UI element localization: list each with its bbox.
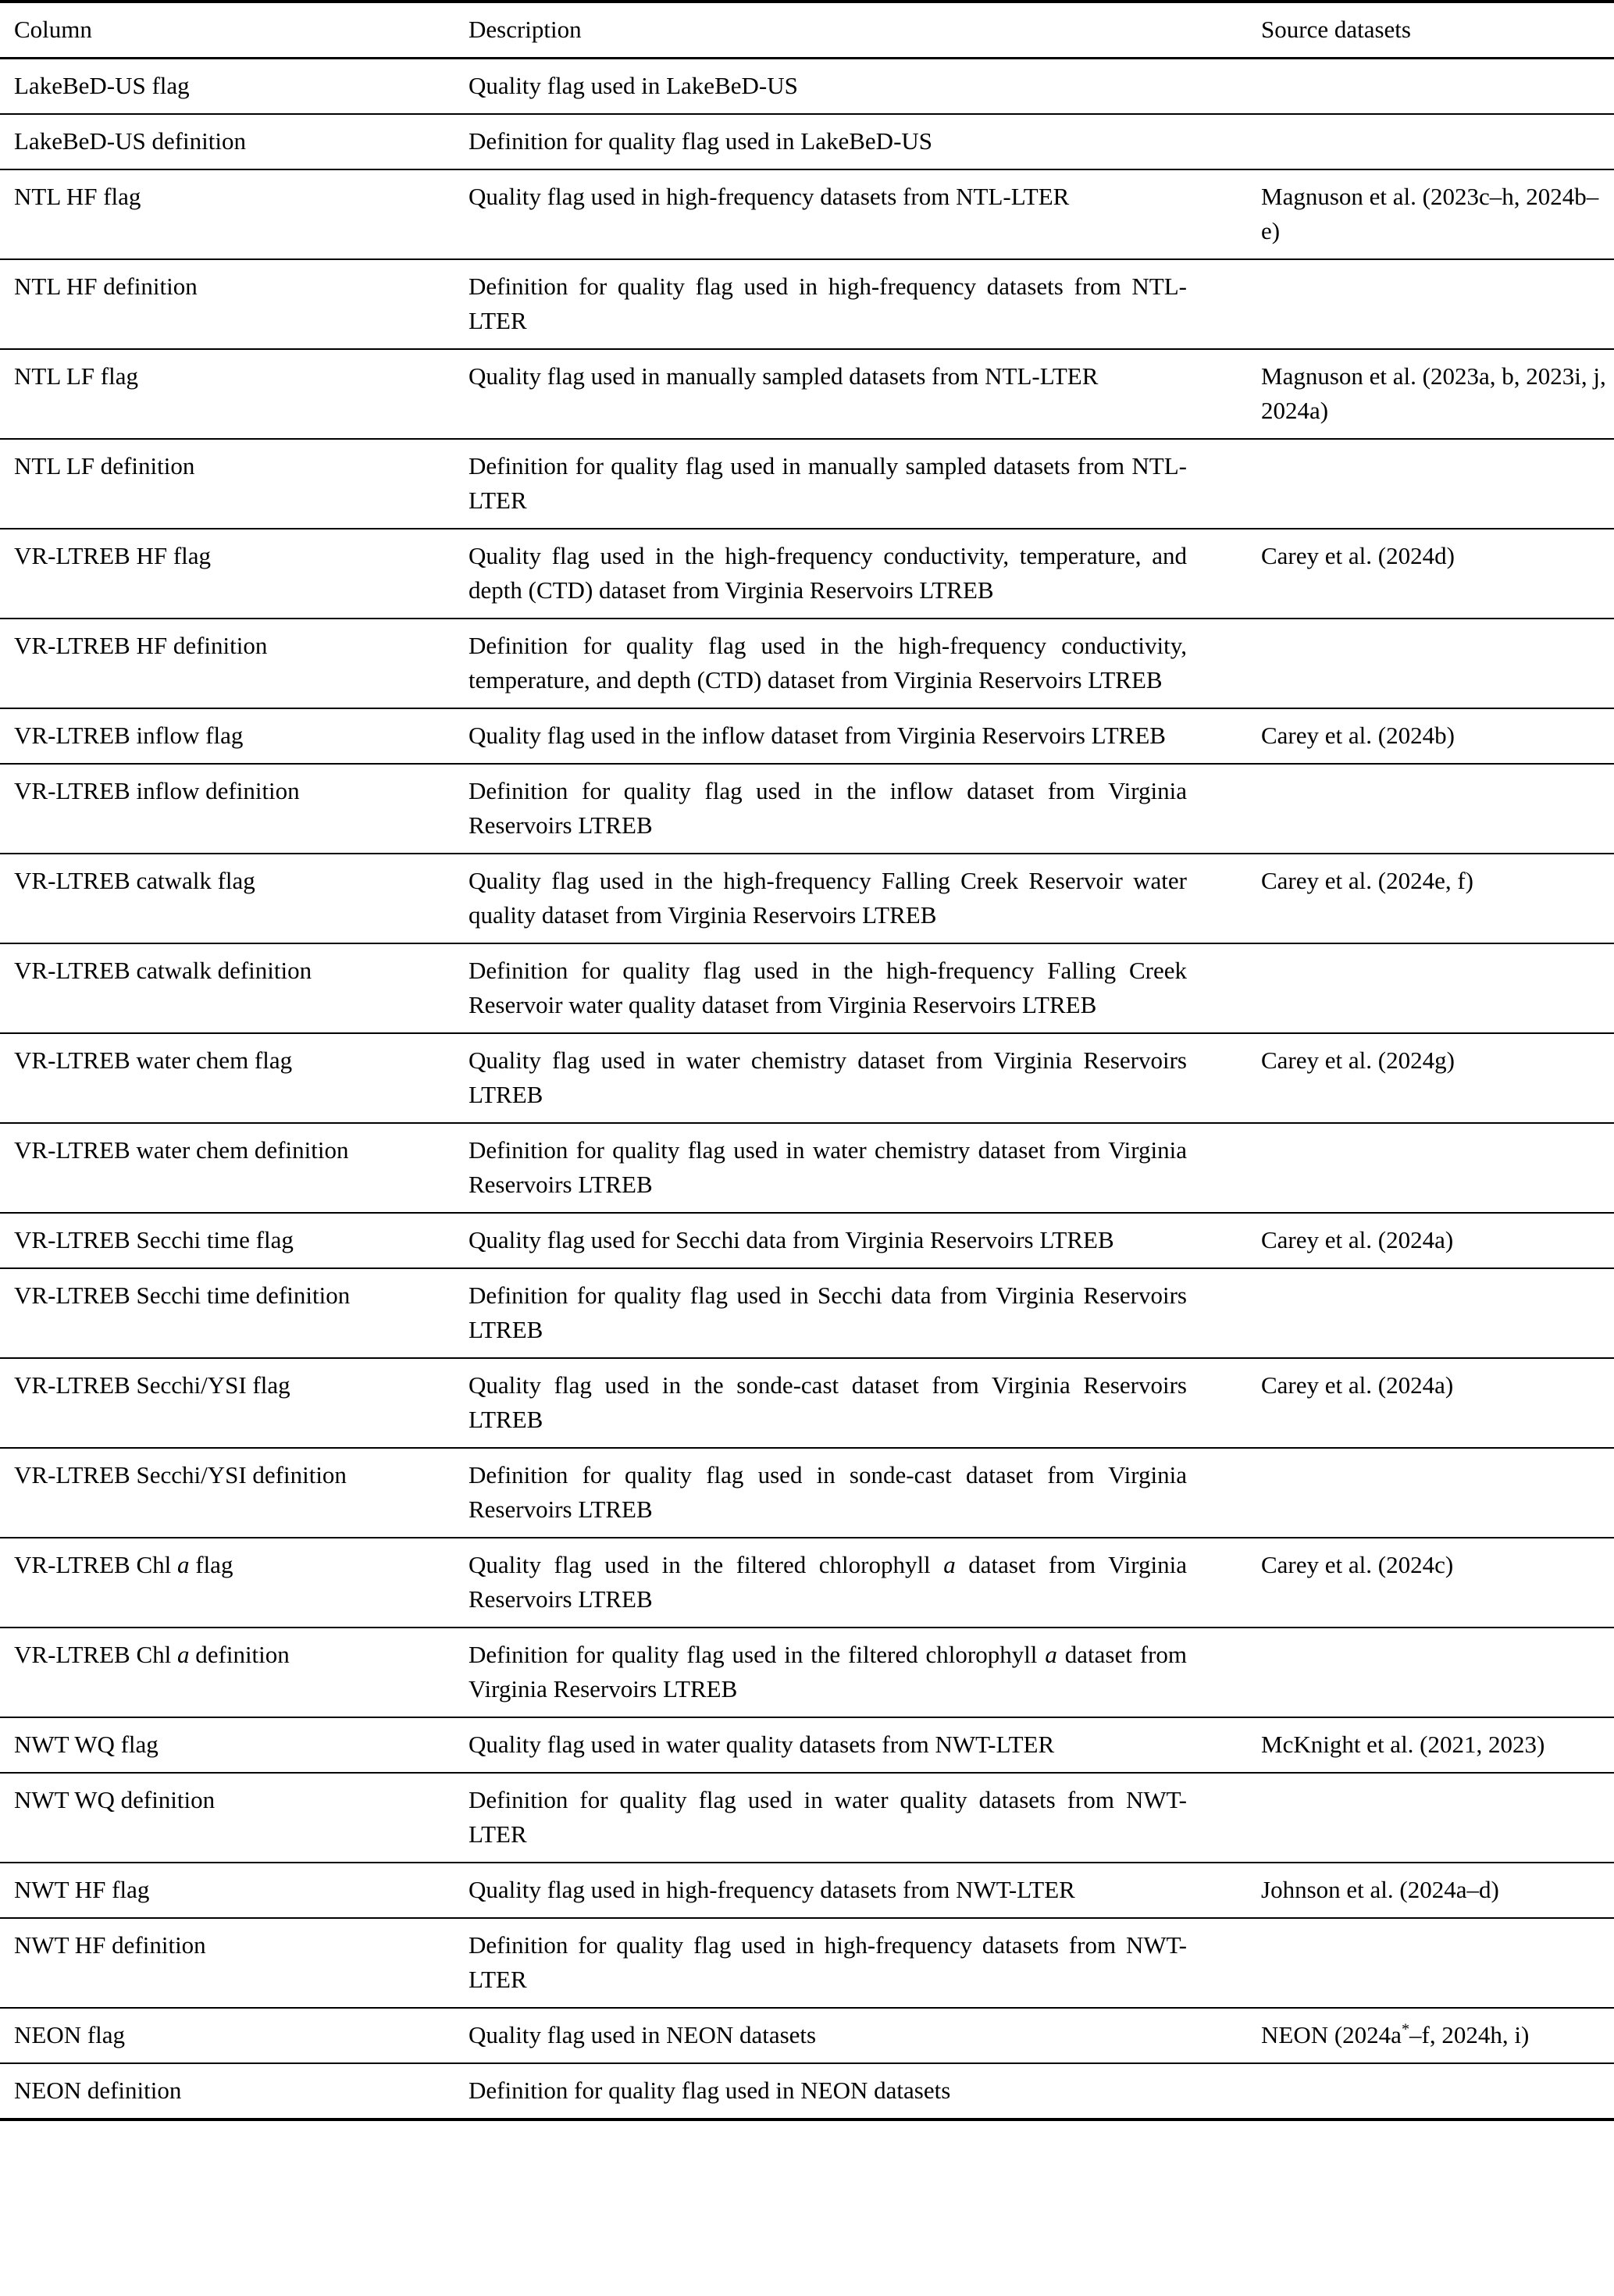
source-datasets-cell	[1261, 943, 1614, 1033]
source-datasets-cell: Carey et al. (2024c)	[1261, 1538, 1614, 1628]
source-datasets-cell: Carey et al. (2024g)	[1261, 1033, 1614, 1123]
table-row	[0, 259, 1614, 349]
table-row	[0, 708, 1614, 764]
source-datasets-cell	[1261, 1123, 1614, 1213]
description-cell: Quality flag used in the high-frequency Falling Creek Reservoir water quality dataset from Virginia Reservoirs LTREB	[469, 854, 1261, 943]
table-row	[0, 169, 1614, 259]
description-cell: Quality flag used in the high-frequency conductivity, temperature, and depth (CTD) dataset from Virginia Reservoirs LTREB	[469, 529, 1261, 619]
source-datasets-cell	[1261, 1268, 1614, 1358]
source-datasets-cell: NEON (2024a*–f, 2024h, i)	[1261, 2008, 1614, 2063]
column-name-cell: VR-LTREB Secchi/YSI definition	[0, 1448, 469, 1538]
description-cell: Quality flag used in the inflow dataset from Virginia Reservoirs LTREB	[469, 708, 1261, 764]
column-name-cell: NWT WQ flag	[0, 1717, 469, 1773]
description-cell: Quality flag used in water chemistry dataset from Virginia Reservoirs LTREB	[469, 1033, 1261, 1123]
table-row	[0, 439, 1614, 529]
column-name-cell: VR-LTREB water chem definition	[0, 1123, 469, 1213]
description-cell: Definition for quality flag used in high-frequency datasets from NWT-LTER	[469, 1918, 1261, 2008]
table-row	[0, 1033, 1614, 1123]
column-name-cell: VR-LTREB catwalk definition	[0, 943, 469, 1033]
description-cell: Definition for quality flag used in high-frequency datasets from NTL-LTER	[469, 259, 1261, 349]
column-name-cell: NWT WQ definition	[0, 1773, 469, 1863]
table-row	[0, 529, 1614, 619]
table-row	[0, 114, 1614, 169]
description-cell: Quality flag used in the sonde-cast dataset from Virginia Reservoirs LTREB	[469, 1358, 1261, 1448]
column-name-cell: NTL HF definition	[0, 259, 469, 349]
column-name-cell: NTL LF flag	[0, 349, 469, 439]
table-row	[0, 764, 1614, 854]
table-header-row	[0, 2, 1614, 59]
description-cell: Quality flag used in LakeBeD-US	[469, 59, 1261, 115]
table-row	[0, 1628, 1614, 1717]
column-name-cell: NTL HF flag	[0, 169, 469, 259]
column-name-cell: VR-LTREB Secchi time flag	[0, 1213, 469, 1268]
column-name-cell: VR-LTREB Chl a flag	[0, 1538, 469, 1628]
source-datasets-cell	[1261, 1773, 1614, 1863]
description-cell: Quality flag used in high-frequency datasets from NTL-LTER	[469, 169, 1261, 259]
source-datasets-cell: Carey et al. (2024b)	[1261, 708, 1614, 764]
column-name-cell: NEON definition	[14, 2077, 182, 2104]
column-name-cell: VR-LTREB Secchi time definition	[0, 1268, 469, 1358]
column-name-cell: NTL LF definition	[0, 439, 469, 529]
column-name-cell: VR-LTREB Chl a definition	[0, 1628, 469, 1717]
header-cell-description: Description	[469, 2, 1261, 59]
description-cell: Definition for quality flag used in the filtered chlorophyll a dataset from Virginia Reservoirs LTREB	[469, 1628, 1261, 1717]
source-datasets-cell	[1261, 1448, 1614, 1538]
description-cell: Quality flag used in NEON datasets	[469, 2008, 1261, 2063]
table-row	[0, 1773, 1614, 1863]
column-name-cell: NWT HF flag	[0, 1863, 469, 1918]
table-row	[0, 1918, 1614, 2008]
header-cell-source-datasets: Source datasets	[1261, 2, 1614, 59]
column-name-cell: VR-LTREB HF flag	[0, 529, 469, 619]
description-cell: Quality flag used in high-frequency datasets from NWT-LTER	[469, 1863, 1261, 1918]
source-datasets-cell	[1261, 1918, 1614, 2008]
table-row	[0, 59, 1614, 115]
table-row	[0, 1448, 1614, 1538]
column-name-cell: VR-LTREB HF definition	[0, 619, 469, 708]
table-row	[0, 619, 1614, 708]
table-row	[0, 1538, 1614, 1628]
table-row	[0, 1358, 1614, 1448]
source-datasets-cell	[1261, 439, 1614, 529]
source-datasets-cell: Johnson et al. (2024a–d)	[1261, 1863, 1614, 1918]
description-cell: Quality flag used in the filtered chlorophyll a dataset from Virginia Reservoirs LTREB	[469, 1538, 1261, 1628]
column-name-cell: NEON flag	[0, 2008, 469, 2063]
description-cell: Definition for quality flag used in NEON datasets	[469, 2077, 951, 2104]
source-datasets-cell	[1261, 259, 1614, 349]
source-datasets-cell: Magnuson et al. (2023c–h, 2024b–e)	[1261, 169, 1614, 259]
column-name-cell: LakeBeD-US flag	[0, 59, 469, 115]
source-datasets-cell	[1261, 59, 1614, 115]
source-datasets-cell: Carey et al. (2024e, f)	[1261, 854, 1614, 943]
table-row	[0, 1717, 1614, 1773]
description-cell: Quality flag used for Secchi data from Virginia Reservoirs LTREB	[469, 1213, 1261, 1268]
source-datasets-cell: McKnight et al. (2021, 2023)	[1261, 1717, 1614, 1773]
table-row	[0, 349, 1614, 439]
source-datasets-cell: Carey et al. (2024d)	[1261, 529, 1614, 619]
description-cell: Definition for quality flag used in the high-frequency conductivity, temperature, and depth (CTD) dataset from Virginia Reservoirs LTREB	[469, 619, 1261, 708]
column-name-cell: NWT HF definition	[0, 1918, 469, 2008]
column-name-cell: VR-LTREB inflow definition	[0, 764, 469, 854]
source-datasets-cell	[1261, 619, 1614, 708]
table-row	[0, 943, 1614, 1033]
description-cell: Definition for quality flag used in LakeBeD-US	[469, 114, 1261, 169]
column-name-cell: VR-LTREB water chem flag	[0, 1033, 469, 1123]
source-datasets-cell	[1261, 114, 1614, 169]
source-datasets-cell	[1261, 1628, 1614, 1717]
source-datasets-cell: Carey et al. (2024a)	[1261, 1213, 1614, 1268]
column-name-cell: VR-LTREB Secchi/YSI flag	[0, 1358, 469, 1448]
description-cell: Definition for quality flag used in Secchi data from Virginia Reservoirs LTREB	[469, 1268, 1261, 1358]
source-datasets-cell: Magnuson et al. (2023a, b, 2023i, j, 2024a)	[1261, 349, 1614, 439]
table-row	[0, 854, 1614, 943]
description-cell: Definition for quality flag used in manually sampled datasets from NTL-LTER	[469, 439, 1261, 529]
header-cell-column: Column	[0, 2, 469, 59]
table-row	[0, 2063, 1614, 2120]
column-name-cell: VR-LTREB catwalk flag	[0, 854, 469, 943]
table-body	[0, 59, 1614, 2120]
description-cell: Definition for quality flag used in the inflow dataset from Virginia Reservoirs LTREB	[469, 764, 1261, 854]
description-cell: Definition for quality flag used in water chemistry dataset from Virginia Reservoirs LTREB	[469, 1123, 1261, 1213]
source-datasets-cell	[1261, 2063, 1614, 2120]
source-datasets-cell	[1261, 764, 1614, 854]
source-datasets-cell: Carey et al. (2024a)	[1261, 1358, 1614, 1448]
table-row	[0, 2008, 1614, 2063]
column-name-cell: LakeBeD-US definition	[0, 114, 469, 169]
column-name-cell: VR-LTREB inflow flag	[0, 708, 469, 764]
table-row	[0, 1863, 1614, 1918]
description-cell: Definition for quality flag used in sonde-cast dataset from Virginia Reservoirs LTREB	[469, 1448, 1261, 1538]
description-cell: Quality flag used in manually sampled datasets from NTL-LTER	[469, 349, 1261, 439]
description-cell: Quality flag used in water quality datasets from NWT-LTER	[469, 1717, 1261, 1773]
table-row	[0, 1123, 1614, 1213]
description-cell: Definition for quality flag used in the high-frequency Falling Creek Reservoir water quality dataset from Virginia Reservoirs LTREB	[469, 943, 1261, 1033]
table-row	[0, 1213, 1614, 1268]
description-cell: Definition for quality flag used in water quality datasets from NWT-LTER	[469, 1773, 1261, 1863]
table-row	[0, 1268, 1614, 1358]
